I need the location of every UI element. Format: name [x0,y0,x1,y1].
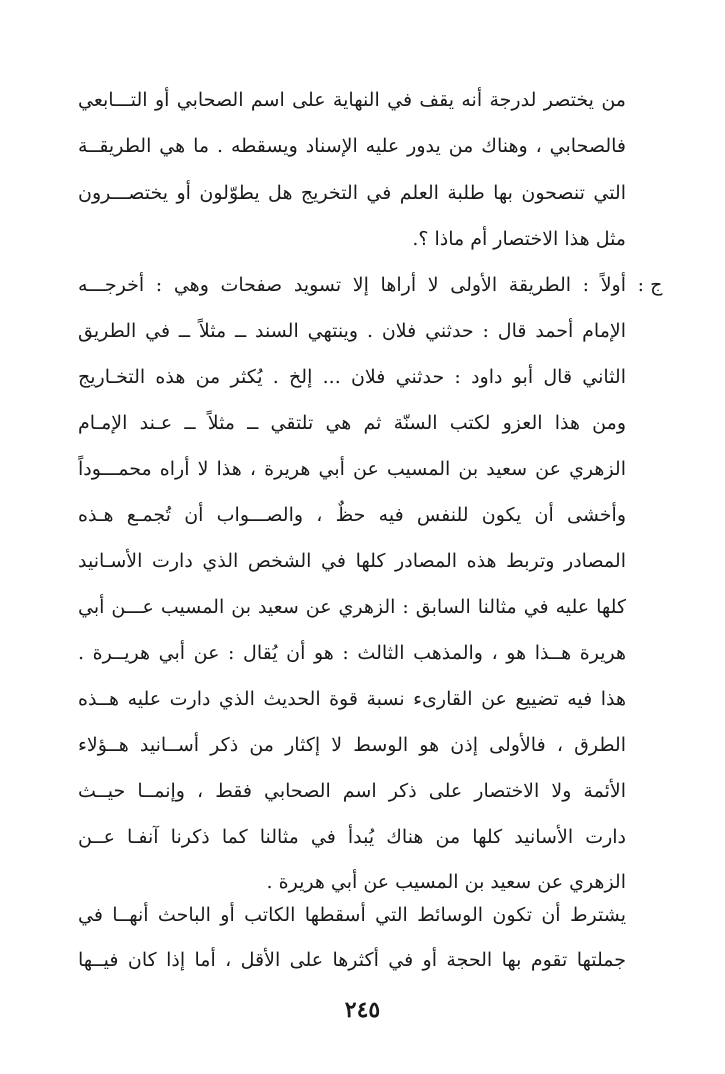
text-line: أولاً : الطريقة الأولى لا أراها إلا تسويد صفحات وهي : أخرجـــه [78,274,626,296]
page-number: ٢٤٥ [344,997,381,1023]
text-line: الزهري عن سعيد بن المسيب عن أبي هريرة ، هذا لا أراه محمـــوداً [78,458,626,480]
text-line: مثل هذا الاختصار أم ماذا ؟. [412,228,626,250]
text-line: هذا فيه تضييع عن القارىء نسبة قوة الحديث الذي دارت عليه هــذه [78,688,626,710]
text-line: من يختصر لدرجة أنه يقف في النهاية على اسم الصحابي أو التـــابعي [78,89,626,111]
text-line: الطرق ، فالأولى إذن هو الوسط لا إكثار من ذكر أســانيد هــؤلاء [78,734,626,756]
text-line: الزهري عن سعيد بن المسيب عن أبي هريرة . [266,871,626,893]
text-line: دارت الأسانيد كلها من هناك يُبدأ في مثالنا كما ذكرنا آنفـا عــن [78,826,626,848]
text-line: المصادر وتربط هذه المصادر كلها في الشخص الذي دارت الأسـانيد [78,550,626,572]
text-line: هريرة هــذا هو ، والمذهب الثالث : هو أن يُقال : عن أبي هريــرة . [78,642,626,664]
answer-marker: ج : [637,274,663,296]
text-line: فالصحابي ، وهناك من يدور عليه الإسناد ويسقطه . ما هي الطريقــة [78,135,626,157]
text-line: ومن هذا العزو لكتب السنّة ثم هي تلتقي ــ مثلاً ــ عـند الإمـام [78,412,626,434]
text-line: كلها عليه في مثالنا السابق : الزهري عن سعيد بن المسيب عـــن أبي [78,596,626,618]
text-line: وأخشى أن يكون للنفس فيه حظٌ ، والصـــواب أن تُجمـع هـذه [78,504,626,526]
text-line: جملتها تقوم بها الحجة أو في أكثرها على الأقل ، أما إذا كان فيــها [78,949,626,971]
text-line: يشترط أن تكون الوسائط التي أسقطها الكاتب أو الباحث أنهــا في [78,904,626,926]
text-line: الثاني قال أبو داود : حدثني فلان ... إلخ . يُكثر من هذه التخـاريج [78,366,626,388]
text-line: الأئمة ولا الاختصار على ذكر اسم الصحابي فقط ، وإنمــا حيــث [78,780,626,802]
text-line: الإمام أحمد قال : حدثني فلان . وينتهي السند ــ مثلاً ــ في الطريق [78,320,626,342]
text-line: التي تنصحون بها طلبة العلم في التخريج هل يطوّلون أو يختصـــرون [78,182,626,204]
